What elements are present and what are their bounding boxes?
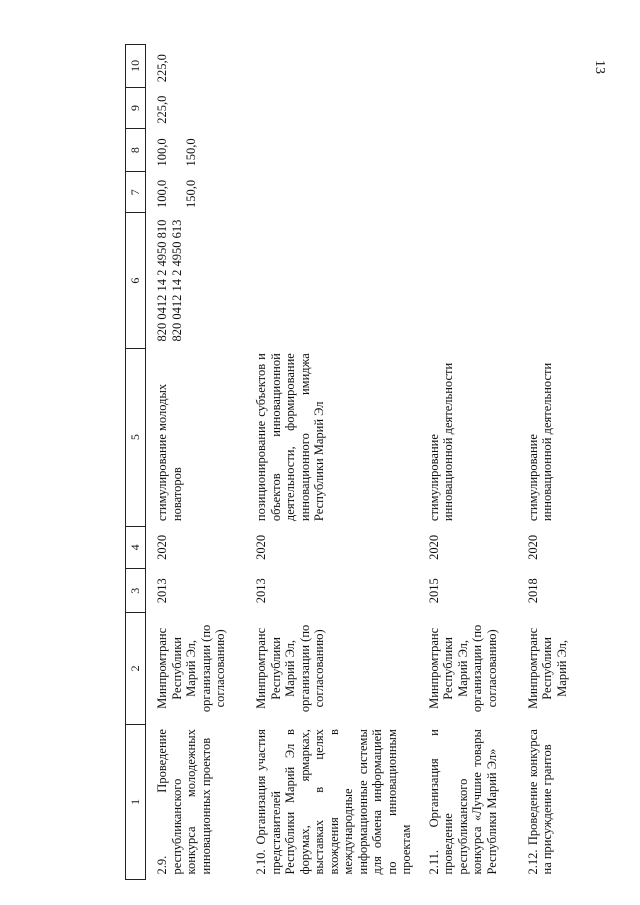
expected-result: позиционирование субъектов и объектов инновационной деятельности, формирование инновационного имиджа Республики Марий Эл xyxy=(254,353,326,522)
measure-name: 2.9. Проведение республиканского конкурса молодежных инновационных проектов xyxy=(155,729,213,875)
page-number: 13 xyxy=(592,60,607,74)
amount: 225,0 xyxy=(155,54,169,83)
amount: 150,0 xyxy=(184,179,198,208)
rotated-page xyxy=(125,44,640,880)
col-header: 8 xyxy=(126,129,146,172)
expected-result: стимулирование инновационной деятельности xyxy=(525,362,554,522)
expected-result: стимулирование молодых новаторов xyxy=(155,383,184,522)
table-row xyxy=(418,45,517,880)
amount: 150,0 xyxy=(184,138,198,167)
table-row xyxy=(146,45,246,880)
col-header: 9 xyxy=(126,87,146,129)
col-header: 10 xyxy=(126,45,146,88)
table-row xyxy=(245,45,418,880)
start-year: 2013 xyxy=(254,578,268,604)
end-year: 2020 xyxy=(254,534,268,560)
program-table xyxy=(125,44,616,880)
table-row xyxy=(517,45,616,880)
amount-spacer xyxy=(170,176,185,208)
col-header: 7 xyxy=(126,171,146,213)
end-year: 2020 xyxy=(525,534,540,560)
measure-name: 2.12. Проведение конкурса на присуждение грантов xyxy=(525,729,554,875)
expected-result: стимулирование инновационной деятельности xyxy=(426,362,455,522)
amount-col8 xyxy=(146,129,246,172)
measure-name: 2.11. Организация и проведение республиканского конкурса «Лучшие товары Республики Марий Эл» xyxy=(426,729,499,875)
start-year: 2013 xyxy=(155,578,169,604)
header-row xyxy=(126,45,146,880)
budget-codes xyxy=(146,213,246,348)
measure-name: 2.10. Организация участия представителей Республики Марий Эл в форумах, ярмарках, выставках в целях вхождения в международные информационные системы для обмена информацией по инновационным проектам xyxy=(254,729,413,875)
col-header: 4 xyxy=(126,526,146,569)
amount-col7 xyxy=(146,171,246,213)
col-header: 2 xyxy=(126,613,146,724)
end-year: 2020 xyxy=(426,534,441,560)
executor: Минпромтранс Республики Марий Эл, организации (по согласованию) xyxy=(426,624,499,713)
executor: Минпромтранс Республики Марий Эл, организации (по согласованию) xyxy=(254,624,326,713)
amount-col9 xyxy=(146,87,246,129)
start-year: 2015 xyxy=(426,578,441,604)
col-header: 5 xyxy=(126,348,146,526)
amount-col10 xyxy=(146,45,246,88)
amount: 225,0 xyxy=(155,95,169,124)
end-year: 2020 xyxy=(155,534,169,560)
start-year: 2018 xyxy=(525,578,540,604)
executor: Минпромтранс Республики Марий Эл, xyxy=(525,627,569,709)
amount: 100,0 xyxy=(155,138,169,167)
executor: Минпромтранс Республики Марий Эл, организации (по согласованию) xyxy=(155,624,227,713)
col-header: 3 xyxy=(126,569,146,613)
col-header: 6 xyxy=(126,213,146,348)
col-header: 1 xyxy=(126,724,146,879)
amount: 100,0 xyxy=(155,179,169,208)
amount-spacer xyxy=(170,134,185,167)
budget-code: 820 0412 14 2 4950 810 xyxy=(155,219,169,342)
budget-code: 820 0412 14 2 4950 613 xyxy=(169,219,184,342)
